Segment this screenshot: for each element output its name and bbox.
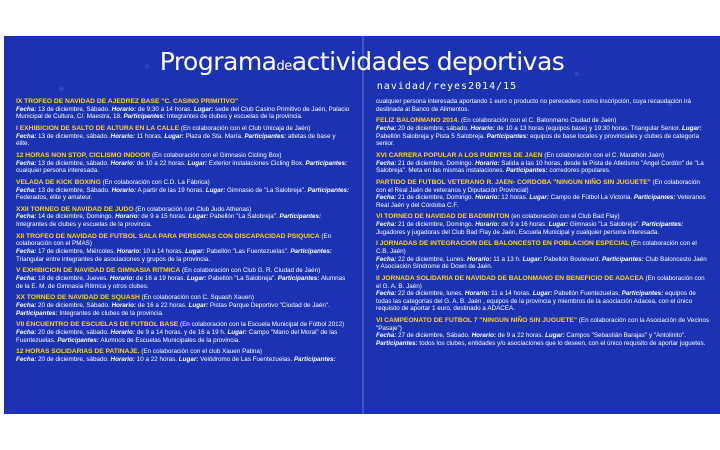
detail-label: Fecha: <box>376 194 397 202</box>
event-item <box>16 233 350 263</box>
detail-label: Fecha: <box>16 248 37 256</box>
event-details <box>376 194 710 209</box>
event-details <box>376 332 710 347</box>
detail-label: Horario: <box>475 159 500 167</box>
detail-label: Horario: <box>110 159 136 167</box>
event-title: PARTIDO DE FUTBOL VETERANO R. JAEN- CORDOBA "NINGUN NIÑO SIN JUGUETE" <box>376 178 651 186</box>
event-details <box>16 248 350 263</box>
detail-value: Pabellón "Las Fuentezuelas". <box>204 248 291 256</box>
event-collaboration-note: (En colaboración con el C.B. Jaén) <box>376 240 697 256</box>
detail-value: de 9 a 22 horas. <box>496 332 546 340</box>
detail-label: Horario: <box>110 328 136 336</box>
detail-value: de 10 a 22 horas. <box>135 159 188 167</box>
event-item <box>376 98 710 113</box>
event-details <box>16 275 350 290</box>
detail-value: 13 de diciembre, sábado. <box>36 132 111 140</box>
detail-label: Horario: <box>111 186 137 194</box>
detail-label: Fecha: <box>16 301 37 309</box>
detail-value: Federados, élite y amateur. <box>16 194 93 202</box>
detail-value: 13 de diciembre, Sábado. <box>36 186 112 194</box>
event-item <box>376 213 710 236</box>
event-details <box>376 256 710 271</box>
detail-label: Fecha: <box>16 105 37 113</box>
detail-label: Participantes: <box>57 336 99 344</box>
detail-label: Participantes: <box>486 132 529 140</box>
event-collaboration-note: (En colaboración con la Asociación de Vecinos "Pasaje") <box>376 317 710 332</box>
event-collaboration-note: (En colaboración con el C. Balonmano Ciudad de Jaén) <box>459 117 617 125</box>
detail-label: Horario: <box>475 194 500 202</box>
event-item <box>376 240 710 270</box>
event-collaboration-note: (En colaboración con el PMAS) <box>16 232 332 248</box>
detail-label: Fecha: <box>16 186 37 194</box>
detail-value: 21 de diciembre, Domingo. <box>396 159 476 167</box>
detail-label: Participantes: <box>305 159 348 167</box>
page-subtitle: navidad/reyes2014/15 <box>376 81 518 92</box>
event-title: V EXHIBICION DE NAVIDAD DE GIMNASIA RITMICA <box>16 267 181 275</box>
detail-label: Fecha: <box>376 332 397 340</box>
detail-value: Club Baloncesto Jaén y Asociación Síndrome de Down de Jaén. <box>376 255 707 271</box>
detail-label: Fecha: <box>376 159 397 167</box>
detail-value: 20 de diciembre, sábado. <box>36 328 111 336</box>
detail-label: Lugar: <box>529 194 549 202</box>
event-details <box>376 290 710 313</box>
detail-value: equipos de base locales y provinciales y clubes de categoría senior. <box>376 132 700 148</box>
detail-value: de 16 a 19 horas. <box>134 275 187 282</box>
event-details <box>16 133 350 148</box>
detail-value: Salida a las 10 horas, desde la Pista de Atletismo "Angel Cordón" de "La Salobreja". Meta en las mismas instalaciones. <box>376 159 704 175</box>
detail-label: Lugar: <box>227 328 248 336</box>
event-title: XII TROFEO DE NAVIDAD DE FUTBOL SALA PARA PERSONAS CON DISCAPACIDAD PSIQUICA <box>16 232 320 240</box>
detail-value: Integrantes de clubes y escuelas de la provincia. <box>16 221 152 229</box>
event-title: XX TORNEO DE NAVIDAD DE SQUASH <box>16 294 140 302</box>
detail-label: Horario: <box>111 301 137 309</box>
detail-label: Horario: <box>464 290 490 298</box>
event-details <box>376 125 710 148</box>
detail-value: 11 a 14 horas. <box>489 290 533 298</box>
detail-value: 20 de diciembre, Sábado. <box>36 301 112 309</box>
event-title: 12 HORAS SOLIDARIAS DE PATINAJE. <box>16 348 140 356</box>
detail-label: Lugar: <box>205 186 226 194</box>
event-details <box>376 160 710 175</box>
detail-label: Fecha: <box>16 159 37 167</box>
detail-value: Pabellón Boulevard. <box>542 255 603 263</box>
detail-value: de 9 a 15 horas. <box>139 213 189 221</box>
event-item <box>16 348 350 363</box>
detail-value: Pabellón Fuentezuelas. <box>552 290 622 298</box>
event-collaboration-note: (en colaboración con el Club Bad Flay) <box>509 213 620 221</box>
event-title: VI CAMPEONATO DE FUTBOL 7 "NINGUN NIÑO SIN JUGUETE" <box>376 317 578 325</box>
detail-value: Gimnasio de "La Salobreja". <box>225 186 308 194</box>
detail-value: 22 de diciembre, lunes. <box>396 290 465 298</box>
event-details <box>16 106 350 121</box>
event-title: VI TORNEO DE NAVIDAD DE BADMINTON <box>376 213 510 221</box>
detail-value: Integrantes de clubes de la provincia. <box>57 309 164 317</box>
event-details <box>16 302 350 317</box>
detail-label: Horario: <box>116 248 142 256</box>
event-title: II JORNADA SOLIDARIA DE NAVIDAD DE BALONMANO EN BENEFICIO DE ADACEA <box>376 275 644 282</box>
detail-value: 21 de diciembre, Domingo. <box>396 194 476 202</box>
detail-label: Fecha: <box>16 275 37 282</box>
detail-label: Horario: <box>470 124 496 132</box>
detail-value: Exterior instalaciones Cicling Box. <box>207 159 306 167</box>
detail-value: de 16 a 22 horas. <box>136 301 189 309</box>
detail-value: de 9 a 14 horas. y de 16 a 19 h. <box>135 328 228 336</box>
event-details <box>376 221 710 236</box>
event-item <box>376 179 710 209</box>
detail-value: 10 a 14 horas. <box>141 248 186 256</box>
detail-value: sede del Club Casino Primitivo de Jaén, Palacio Municipal de Cultura, C/. Maestra, 18. <box>16 105 350 121</box>
detail-value: Gimnasio "La Salobreja". <box>568 221 642 229</box>
detail-value: 13 de diciembre, sábado. <box>36 159 111 167</box>
detail-value: Jugadores y jugadoras del Club Bad Flay de Jaén, Escuela Municipal y cualquier persona interesada. <box>376 228 660 236</box>
event-item <box>16 98 350 121</box>
detail-label: Participantes: <box>505 167 548 175</box>
detail-value: de 9:30 a 14 horas. <box>136 105 194 113</box>
event-title: VII ENCUENTRO DE ESCUELAS DE FUTBOL BASE <box>16 321 179 329</box>
detail-value: Alumnos de Escuelas Municipales de la provincia. <box>98 336 241 344</box>
detail-label: Participantes: <box>602 255 644 263</box>
detail-label: Participantes: <box>641 221 684 229</box>
detail-label: Participantes: <box>123 113 166 121</box>
detail-label: Fecha: <box>16 355 37 363</box>
detail-label: Lugar: <box>681 124 702 132</box>
event-details <box>16 160 350 175</box>
detail-value: todos los clubes, entidades y/o asociaciones que lo deseen, con el único requisito de aportar juguetes. <box>417 339 706 347</box>
detail-label: Lugar: <box>188 301 209 309</box>
detail-label: Participantes: <box>293 355 336 363</box>
event-collaboration-note: (En colaboración con C. Squash Xauen) <box>139 294 254 302</box>
title-de: de <box>276 59 292 74</box>
event-item <box>376 317 710 347</box>
event-collaboration-note: (En colaboración con la Escuela Municipal de Fútbol 2012) <box>178 321 345 329</box>
detail-label: Lugar: <box>185 248 205 256</box>
page-fold <box>362 36 364 414</box>
detail-value: 20 de diciembre, sábado. <box>36 355 111 363</box>
detail-label: Fecha: <box>376 221 397 229</box>
detail-label: Lugar: <box>164 132 184 140</box>
detail-value: corredores populares. <box>547 167 611 175</box>
event-collaboration-note: (En colaboración con Club Judo Athenas) <box>133 205 252 213</box>
detail-value: Velódromo de Las Fuentezuelas. <box>198 355 294 363</box>
detail-label: Lugar: <box>186 275 207 282</box>
detail-value: cualquier persona interesada. <box>16 167 99 175</box>
detail-value: Campo de Fútbol La Victoria. <box>548 194 634 202</box>
event-title: VELADA DE KICK BOXING <box>16 178 101 186</box>
detail-label: Lugar: <box>188 213 209 221</box>
detail-label: Participantes: <box>244 132 287 140</box>
event-item <box>376 275 710 313</box>
detail-label: Horario: <box>109 275 135 282</box>
detail-value: Campos "Sebastián Barajas" y "Antolinito". <box>564 332 686 340</box>
event-item <box>16 206 350 229</box>
detail-value: Pabellón Salobreja y Pista 5 Salobreja. <box>376 132 487 140</box>
event-title: 12 HORAS NON STOP, CICLISMO INDOOR <box>16 151 151 159</box>
detail-value: Pabellón "La Salobreja". <box>206 275 278 282</box>
title-part1: Programa <box>159 47 277 76</box>
detail-value: Pabellón "La Salobreja". <box>208 213 280 221</box>
event-collaboration-note: (En colaboración con el C. Marathón Jaén) <box>542 151 664 159</box>
event-item <box>16 321 350 344</box>
detail-value: Plaza de Sta. María. <box>183 132 245 140</box>
detail-value: 27 de diciembre, Sábado. <box>396 332 472 340</box>
event-collaboration-note: (En colaboración con el G. A. B. Jaén) <box>376 275 705 290</box>
detail-value: 13 de diciembre, Sábado. <box>36 105 112 113</box>
detail-label: Participantes: <box>279 213 322 221</box>
detail-value: atletas de base y élite. <box>16 132 336 148</box>
brochure-header <box>4 48 720 92</box>
detail-label: Lugar: <box>545 332 565 340</box>
detail-label: Lugar: <box>532 290 553 298</box>
detail-value: Campo "Mano del Moral" de las Fuentezuelas. <box>16 328 338 344</box>
detail-label: Fecha: <box>376 290 397 298</box>
event-item <box>376 152 710 175</box>
event-collaboration-note: (En colaboración con el Real Jaén de veteranos y Diputación Provincial) <box>376 178 700 194</box>
detail-value: Pistas Parque Deportivo "Ciudad de Jaén". <box>208 301 330 309</box>
event-title: FELIZ BALONMANO 2014. <box>376 117 460 125</box>
detail-label: Participantes: <box>621 290 664 298</box>
detail-value: Veteranos Real Jaén y del Córdoba C.F. <box>376 194 706 209</box>
event-details <box>16 329 350 344</box>
detail-label: Participantes: <box>307 186 350 194</box>
detail-value: 22 de diciembre, Lunes. <box>396 255 468 263</box>
event-collaboration-note: (En colaboración con el club Xauen Patina) <box>139 348 263 356</box>
detail-value: Triangular entre integrantes de asociaciones y grupos de la provincia. <box>16 255 211 263</box>
detail-value: Integrantes de clubes y escuelas de la provincia. <box>165 113 303 121</box>
page-title <box>4 48 720 81</box>
title-part2: actividades deportivas <box>291 47 565 76</box>
detail-value: de 10 a 13 horas (equipos base) y 19:30 horas. Triangular Senior. <box>495 124 682 132</box>
detail-label: Fecha: <box>16 328 37 336</box>
detail-label: Lugar: <box>548 221 569 229</box>
detail-value: equipos de todas las categorías del G. A. B. Jaén , equipos de la provincia y miembros de la asociación Adacea, con el único requisito de aportar 1 euro, destinado a ADACEA. <box>376 290 696 313</box>
event-item <box>16 294 350 317</box>
detail-value: A partir de las 19 horas. <box>136 186 206 194</box>
detail-label: Lugar: <box>193 105 214 113</box>
detail-value: 10 a 22 horas. <box>135 355 179 363</box>
detail-label: Horario: <box>111 105 137 113</box>
event-title: IX TROFEO DE NAVIDAD DE AJEDREZ BASE "C. CASINO PRIMITIVO" <box>16 98 239 105</box>
event-collaboration-note: (En colaboración con Club G. R. Ciudad de Jaén) <box>180 267 321 275</box>
event-title: I JORNADAS DE INTEGRACION DEL BALONCESTO EN POBLACION ESPECIAL <box>376 240 630 248</box>
event-title: XVI CARRERA POPULAR A LOS PUENTES DE JAEN <box>376 151 543 159</box>
event-item <box>16 179 350 202</box>
detail-label: Horario: <box>110 355 136 363</box>
left-column <box>16 98 350 368</box>
detail-label: Horario: <box>475 221 500 229</box>
event-collaboration-note: (En colaboración con C.D. La Fábrica) <box>100 178 210 186</box>
event-title: I EXHIBICION DE SALTO DE ALTURA EN LA CALLE <box>16 124 180 132</box>
detail-label: Fecha: <box>376 255 397 263</box>
event-details <box>16 213 350 228</box>
detail-value: 17 de diciembre, Miércoles. <box>36 248 117 256</box>
detail-label: Lugar: <box>522 255 543 263</box>
detail-label: Horario: <box>471 332 497 340</box>
event-details <box>376 98 710 113</box>
detail-value: cualquier persona interesada aportando 1 euro o producto no perecedero como inscripción, cuya recaudación irá destinada al Banco de Alimentos. <box>376 98 692 113</box>
event-item <box>16 125 350 148</box>
detail-label: Horario: <box>110 132 136 140</box>
detail-label: Participantes: <box>16 309 58 317</box>
detail-value: 11 a 13 h. <box>491 255 523 263</box>
event-collaboration-note: (En colaboración con el Gimnasio Cicling Box) <box>150 151 282 159</box>
detail-label: Fecha: <box>16 213 37 221</box>
event-title: XXII TORNEO DE NAVIDAD DE JUDO <box>16 205 134 213</box>
detail-value: 12 horas. <box>499 194 530 202</box>
event-item <box>376 117 710 147</box>
event-item <box>16 152 350 175</box>
event-details <box>16 187 350 202</box>
event-collaboration-note: (En colaboración con el Club Unicaja de Jaén) <box>179 124 311 132</box>
detail-value: 14 de diciembre, Domingo. <box>36 213 116 221</box>
detail-value: 11 horas. <box>135 132 165 140</box>
detail-label: Participantes: <box>290 248 332 256</box>
detail-label: Lugar: <box>178 355 199 363</box>
detail-label: Horario: <box>115 213 140 221</box>
detail-value: 18 de diciembre, Jueves. <box>36 275 110 282</box>
right-column <box>376 98 710 352</box>
detail-label: Participantes: <box>376 339 418 347</box>
brochure-spread <box>4 36 720 414</box>
event-item <box>16 267 350 290</box>
detail-label: Participantes: <box>277 275 320 282</box>
detail-label: Participantes: <box>633 194 676 202</box>
detail-value: 21 de diciembre, Domingo. <box>396 221 476 229</box>
event-details <box>16 356 350 364</box>
detail-value: Alumnas de la E. M. de Gimnasia Rítmica y otros clubes. <box>16 275 346 290</box>
detail-value: 20 de diciembre, sábado. <box>396 124 471 132</box>
detail-value: de 9 a 16 horas. <box>499 221 549 229</box>
detail-label: Lugar: <box>187 159 208 167</box>
detail-label: Horario: <box>467 255 492 263</box>
detail-label: Fecha: <box>376 124 397 132</box>
detail-label: Fecha: <box>16 132 37 140</box>
